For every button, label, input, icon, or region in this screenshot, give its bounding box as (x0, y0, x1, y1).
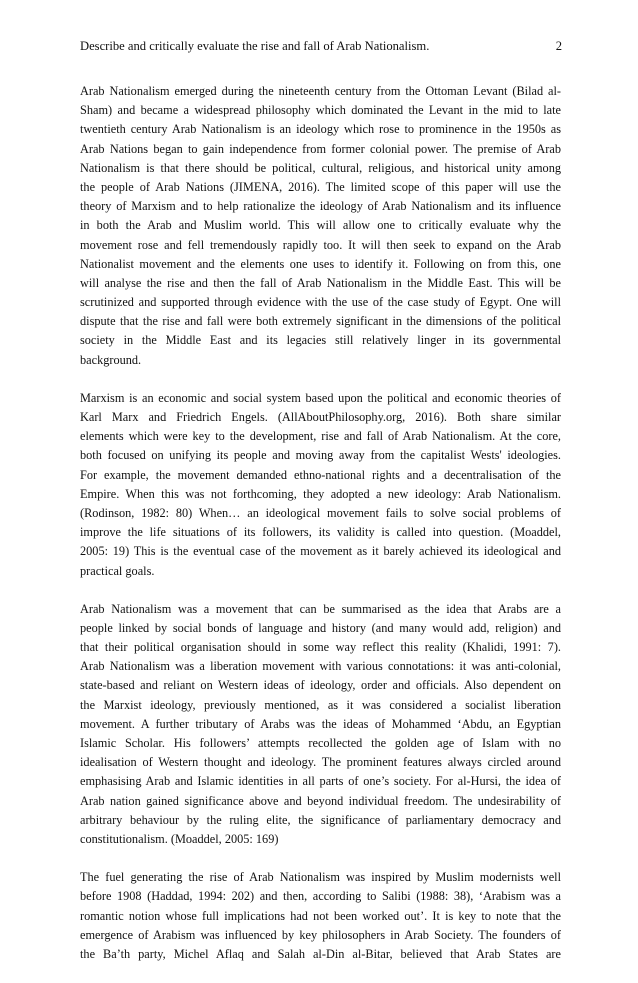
text-line: improve the life situations of its followers, its validity is called into question. (Moaddel, (80, 525, 561, 540)
text-line: before 1908 (Haddad, 1994: 202) and then, according to Salibi (1988: 38), ‘Arabism was a (80, 889, 561, 904)
text-line: Sham) and became a widespread philosophy which dominated the Levant in the mid to late (80, 103, 561, 118)
text-line: Marxism is an economic and social system based upon the political and economic theories of (80, 390, 561, 405)
text-line: constitutionalism. (Moaddel, 2005: 169) (80, 831, 279, 846)
text-line: theory of Marxism and to help rationalize the ideology of Arab Nationalism and its influence (80, 199, 561, 214)
text-line: Karl Marx and Friedrich Engels. (AllAboutPhilosophy.org, 2016). Both share similar (80, 410, 561, 424)
text-line: Arab nation gained significance above and beyond individual freedom. The undesirability of (80, 793, 561, 808)
text-line: For example, the movement demanded ethno-national rights and a decentralisation of the (80, 467, 561, 482)
text-line: arbitrary behaviour by the ruling elite, the significance of parliamentary democracy and (80, 812, 561, 827)
text-line: will analyse the rise and then the fall of Arab Nationalism in the Middle East. This will be (80, 275, 561, 290)
text-line: society in the Middle East and its legacies still relatively linger in its governmental (80, 333, 561, 348)
text-line: the Ba’th party, Michel Aflaq and Salah al-Din al-Bitar, believed that Arab States are (80, 946, 561, 961)
text-line: the people of Arab Nations (JIMENA, 2016). The limited scope of this paper will use the (80, 179, 561, 194)
paragraph (80, 389, 561, 581)
paragraph (80, 82, 561, 370)
text-line: Nationalist movement and the elements one uses to identify it. Following on from this, one (80, 256, 561, 271)
paragraph (80, 600, 561, 849)
text-line: in both the Arab and Muslim world. This will allow one to critically evaluate why the (80, 218, 561, 233)
text-line: (Rodinson, 1982: 80) When… an ideological movement fails to solve social problems of (80, 505, 561, 520)
text-line: state-based and reliant on Western ideas of ideology, order and officials. Also dependent on (80, 678, 561, 693)
text-line: Arab Nationalism emerged during the nineteenth century from the Ottoman Levant (Bilad al- (80, 84, 561, 98)
text-line: Arab Nationalism was a liberation movement with various connotations: it was anti-colonial, (80, 659, 561, 674)
text-line: romantic notion whose full implications had not been worked out’. It is key to note that the (80, 908, 561, 923)
text-line: Arab Nations began to gain independence from former colonial power. The premise of Arab (80, 141, 561, 156)
text-line: dispute that the rise and fall were both extremely significant in the dimensions of the political (80, 314, 561, 329)
text-line: background. (80, 352, 142, 367)
text-line: 2005: 19) This is the eventual case of the movement as it barely achieved its ideological and (80, 544, 561, 559)
text-line: that their political organisation should in some way reflect this reality (Khalidi, 1991: 7). (80, 640, 561, 655)
text-line: elements which were key to the development, rise and fall of Arab Nationalism. At the core, (80, 429, 561, 444)
text-line: Arab Nationalism was a movement that can be summarised as the idea that Arabs are a (80, 601, 561, 616)
text-line: emergence of Arabism was influenced by key philosophers in Arab Society. The founders of (80, 927, 561, 942)
text-line: people linked by social bonds of language and history (and many would add, religion) and (80, 620, 561, 635)
text-line: practical goals. (80, 563, 155, 578)
header-title: Describe and critically evaluate the rise and fall of Arab Nationalism. (80, 39, 430, 53)
text-line: Empire. When this was not forthcoming, they adopted a new ideology: Arab Nationalism. (80, 486, 561, 501)
text-line: Islamic Scholar. His followers’ attempts recollected the golden age of Islam with no (80, 736, 561, 750)
text-line: twentieth century Arab Nationalism is an ideology which rose to prominence in the 1950s as (80, 122, 561, 137)
text-line: movement rose and fell tremendously rapidly too. It will then seek to expand on the Arab (80, 237, 561, 252)
text-line: scrutinized and supported through evidence with the use of the case study of Egypt. One will (80, 295, 561, 310)
text-line: The fuel generating the rise of Arab Nationalism was inspired by Muslim modernists well (80, 870, 561, 885)
text-line: the Marxist ideology, previously mentioned, as it was considered a socialist liberation (80, 697, 561, 712)
page-number: 2 (555, 39, 562, 53)
text-line: movement. A further tributary of Arabs was the ideas of Mohammed ‘Abdu, an Egyptian (80, 716, 561, 731)
paragraph (80, 868, 561, 964)
text-line: emphasising Arab and Islamic identities in all parts of one’s society. For al-Hursi, the idea of (80, 774, 561, 789)
text-line: both focused on unifying its people and moving away from the capitalist Wests' ideologies. (80, 448, 561, 463)
text-line: idealisation of Western thought and ideology. The prominent features always circled around (80, 755, 561, 770)
body-text (80, 82, 561, 983)
text-line: Nationalism is that there should be political, cultural, religious, and historical unity among (80, 160, 561, 175)
